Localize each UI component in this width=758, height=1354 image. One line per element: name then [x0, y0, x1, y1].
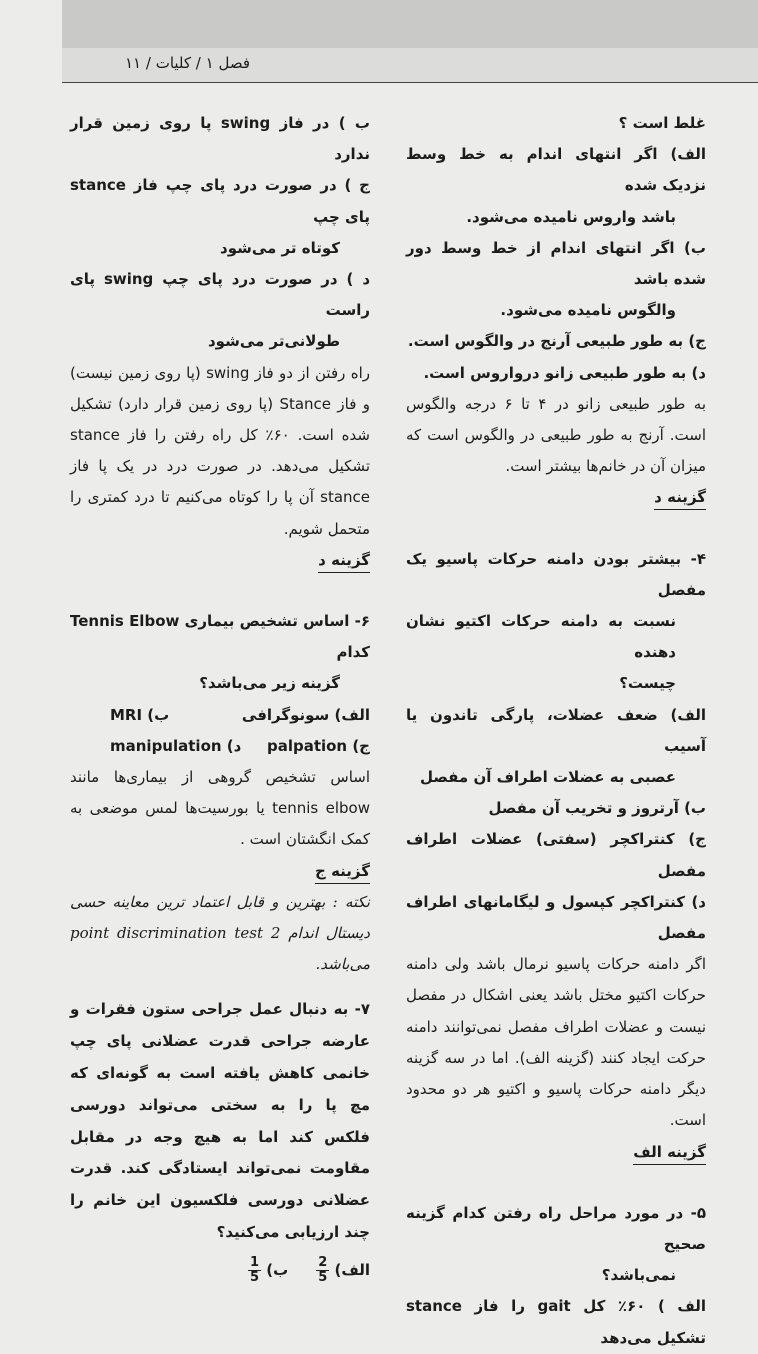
- q5-explanation: راه رفتن از دو فاز swing (پا روی زمین نیست) و فاز Stance (پا روی زمین قرار دارد) تشکیل شده است. ۶۰٪ کل راه رفتن را فاز stance تشکیل می‌دهد. در صورت درد در یک پا فاز stance آن پا را کوتاه می‌کنیم تا درد کمتری را متحمل شویم.: [70, 363, 370, 538]
- q7-option-a-fraction: $\frac{2}{5}$: [318, 1254, 328, 1285]
- q6-option-c: ج) palpation: [266, 736, 370, 755]
- q6-explanation: اساس تشخیص گروهی از بیماری‌ها مانند tennis elbow یا بورسیت‌ها لمس موضعی به کمک انگشتان است .: [70, 768, 370, 849]
- q6-stem-line1: ۶- اساس تشخیص بیماری Tennis Elbow کدام: [70, 612, 370, 662]
- page-header-title: فصل ۱ / کلیات / ۱۱: [124, 54, 250, 72]
- q5-option-c-line2: کوتاه تر می‌شود: [220, 238, 340, 257]
- q4-stem-line2: نسبت به دامنه حرکات اکتیو نشان دهنده: [406, 612, 676, 662]
- q4-option-a-line2: عصبی به عضلات اطراف آن مفصل: [419, 768, 676, 787]
- q3-option-a-line2: باشد واروس نامیده می‌شود.: [466, 207, 676, 226]
- q7-option-b-fraction: $\frac{1}{5}$: [250, 1254, 260, 1285]
- q4-option-d: د) کنتراکچر کپسول و لیگامانهای اطراف مفصل: [406, 892, 706, 943]
- q6-option-d: د) manipulation: [110, 736, 242, 755]
- q3-option-d: د) به طور طبیعی زانو درواروس است.: [423, 363, 706, 382]
- q7-option-a: الف) $\frac{2}{5}$: [318, 1254, 370, 1285]
- q6-answer: گزینه ج: [315, 859, 370, 884]
- q4-explanation: اگر دامنه حرکات پاسیو نرمال باشد ولی دامنه حرکات اکتیو مختل باشد یعنی اشکال در مفصل نیست و عضلات اطراف مفصل نمی‌توانند دامنه حرکت ایجاد کنند (گزینه الف). اما در سه گزینه دیگر دامنه حرکات پاسیو و اکتیو هر دو محدود است.: [406, 955, 706, 1130]
- q5-option-d-line1: د ) در صورت درد پای چپ swing پای راست: [70, 270, 371, 320]
- header-band: [62, 0, 758, 48]
- q5-option-d-line2: طولانی‌تر می‌شود: [207, 332, 340, 351]
- q4-option-a-line1: الف) ضعف عضلات، پارگی تاندون یا آسیب: [406, 705, 706, 755]
- right-column: [406, 108, 706, 1354]
- q3-option-b-line1: ب) اگر انتهای اندام از خط وسط دور شده باشد: [406, 238, 706, 289]
- q6-option-a: الف) سونوگرافی: [241, 705, 370, 724]
- left-column: [70, 108, 370, 1286]
- q3-tail: غلط است ؟: [618, 114, 706, 132]
- q5-option-a: الف ) ۶۰٪ کل gait را فاز stance تشکیل می‌دهد: [406, 1297, 706, 1347]
- q6-stem-line2: گزینه زیر می‌باشد؟: [199, 674, 340, 693]
- q5-stem-line1: ۵- در مورد مراحل راه رفتن کدام گزینه صحیح: [406, 1203, 706, 1253]
- q3-option-b-line2: والگوس نامیده می‌شود.: [500, 301, 676, 320]
- q3-option-a-line1: الف) اگر انتهای اندام به خط وسط نزدیک شده: [406, 145, 706, 195]
- q4-stem-line3: چیست؟: [619, 674, 676, 693]
- q7-option-b: ب) $\frac{1}{5}$: [250, 1254, 289, 1285]
- q3-explanation: به طور طبیعی زانو در ۴ تا ۶ درجه والگوس است. آرنج به طور طبیعی در والگوس است که میزان آن در خانم‌ها بیشتر است.: [406, 394, 706, 476]
- q3-answer: گزینه د: [654, 485, 706, 510]
- q4-option-c: ج) کنتراکچر (سفتی) عضلات اطراف مفصل: [406, 830, 706, 880]
- q5-answer: گزینه د: [318, 548, 370, 573]
- q4-stem-line1: ۴- بیشتر بودن دامنه حرکات پاسیو یک مفصل: [406, 549, 706, 599]
- q4-option-b: ب) آرتروز و تخریب آن مفصل: [488, 799, 706, 818]
- q4-answer: گزینه الف: [633, 1140, 706, 1165]
- q5-option-c-line1: ج ) در صورت درد پای چپ فاز stance پای چپ: [70, 176, 370, 226]
- q7-stem: ۷- به دنبال عمل جراحی ستون فقرات و عارضه جراحی قدرت عضلانی پای چپ خانمی کاهش یافته است به گونه‌ای که مچ پا را به سختی می‌تواند دورسی فلکس کند اما به هیچ وجه در مقابل مقاومت نمی‌تواند ایستادگی کند. قدرت عضلانی دورسی فلکسیون این خانم را چند ارزیابی می‌کنید؟: [70, 1000, 370, 1242]
- note-text: نکته : بهترین و قابل اعتماد ترین معاینه حسی دیستال اندام 2 point discrimination test می‌باشد.: [70, 892, 370, 974]
- q3-option-c: ج) به طور طبیعی آرنج در والگوس است.: [407, 332, 706, 351]
- q5-option-b: ب ) در فاز swing پا روی زمین قرار ندارد: [70, 114, 370, 164]
- q6-option-b: ب) MRI: [110, 705, 170, 724]
- q5-stem-line2: نمی‌باشد؟: [601, 1266, 676, 1285]
